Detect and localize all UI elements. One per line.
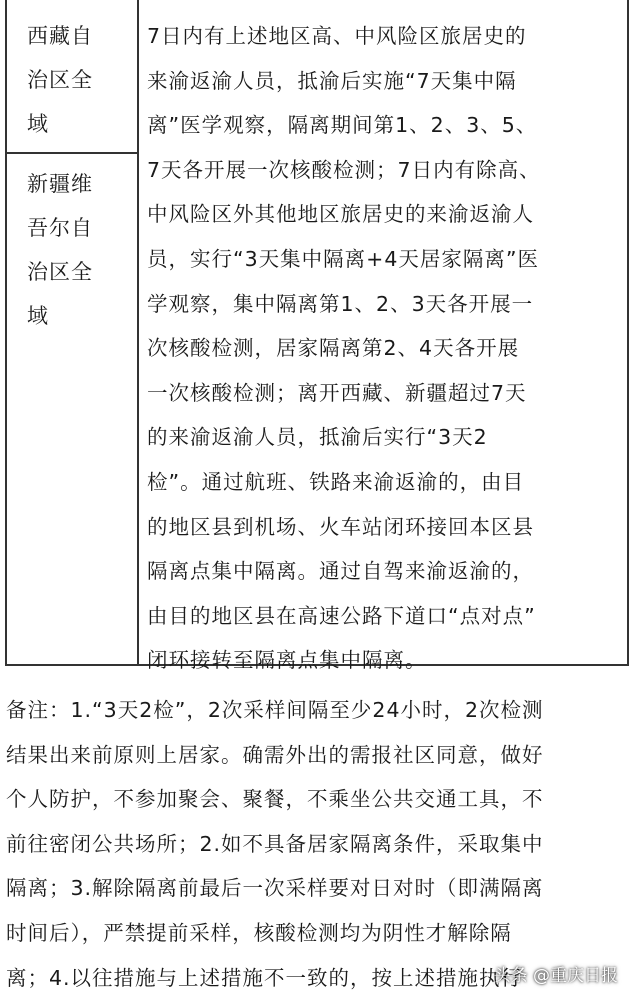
source-watermark: 头条 @重庆日报 (493, 966, 618, 986)
policy-text-line: 次核酸检测，居家隔离第2、4天各开展 (147, 336, 520, 361)
region-text-line: 新疆维 (27, 172, 93, 196)
policy-text-cell (147, 14, 621, 683)
policy-text-line: 闭环接转至隔离点集中隔离。 (147, 648, 427, 673)
region-text-line: 域 (27, 304, 49, 328)
remarks-line: 结果出来前原则上居家。确需外出的需报社区同意，做好 (6, 742, 544, 767)
policy-text-line: 7天各开展一次核酸检测；7日内有除高、 (147, 157, 541, 182)
remarks-line: 离；4.以往措施与上述措施不一致的，按上述措施执行 (6, 965, 523, 990)
remarks-paragraph (6, 688, 630, 1000)
region-text-line: 吾尔自 (27, 216, 93, 240)
policy-text-line: 隔离点集中隔离。通过自驾来渝返渝的， (147, 559, 534, 584)
region-text-line: 治区全 (27, 260, 93, 284)
region-cell-tibet (7, 14, 137, 154)
remarks-line: 备注：1.“3天2检”，2次采样间隔至少24小时，2次检测 (6, 698, 544, 722)
remarks-line: 隔离；3.解除隔离前最后一次采样要对日对时（即满隔离 (6, 876, 544, 901)
region-text-line: 西藏自 (27, 24, 93, 48)
policy-text-line: 学观察，集中隔离第1、2、3天各开展一 (147, 291, 534, 316)
policy-text-line: 由目的地区县在高速公路下道口“点对点” (147, 603, 536, 628)
region-column (7, 0, 139, 664)
policy-text-line: 的地区县到机场、火车站闭环接回本区县 (147, 514, 534, 539)
region-cell-xinjiang (7, 162, 137, 642)
remarks-line: 时间后），严禁提前采样，核酸检测均为阴性才解除隔 (6, 920, 512, 945)
remarks-line: 个人防护，不参加聚会、聚餐，不乘坐公共交通工具，不 (6, 787, 544, 812)
policy-text-line: 检”。通过航班、铁路来渝返渝的，由目 (147, 469, 525, 494)
policy-text-line: 中风险区外其他地区旅居史的来渝返渝人 (147, 202, 534, 227)
policy-text-line: 离”医学观察，隔离期间第1、2、3、5、 (147, 113, 538, 138)
policy-table (5, 0, 629, 673)
region-text-line: 域 (27, 112, 49, 136)
row-divider (7, 152, 137, 154)
policy-text-line: 7日内有上述地区高、中风险区旅居史的 (147, 24, 527, 48)
policy-text-line: 来渝返渝人员，抵渝后实施“7天集中隔 (147, 68, 517, 93)
region-text-line: 治区全 (27, 68, 93, 92)
policy-text-line: 员，实行“3天集中隔离+4天居家隔离”医 (147, 246, 540, 271)
remarks-line: 前往密闭公共场所；2.如不具备居家隔离条件，采取集中 (6, 831, 544, 856)
policy-text-line: 一次核酸检测；离开西藏、新疆超过7天 (147, 380, 527, 405)
policy-text-line: 的来渝返渝人员，抵渝后实行“3天2 (147, 425, 488, 450)
